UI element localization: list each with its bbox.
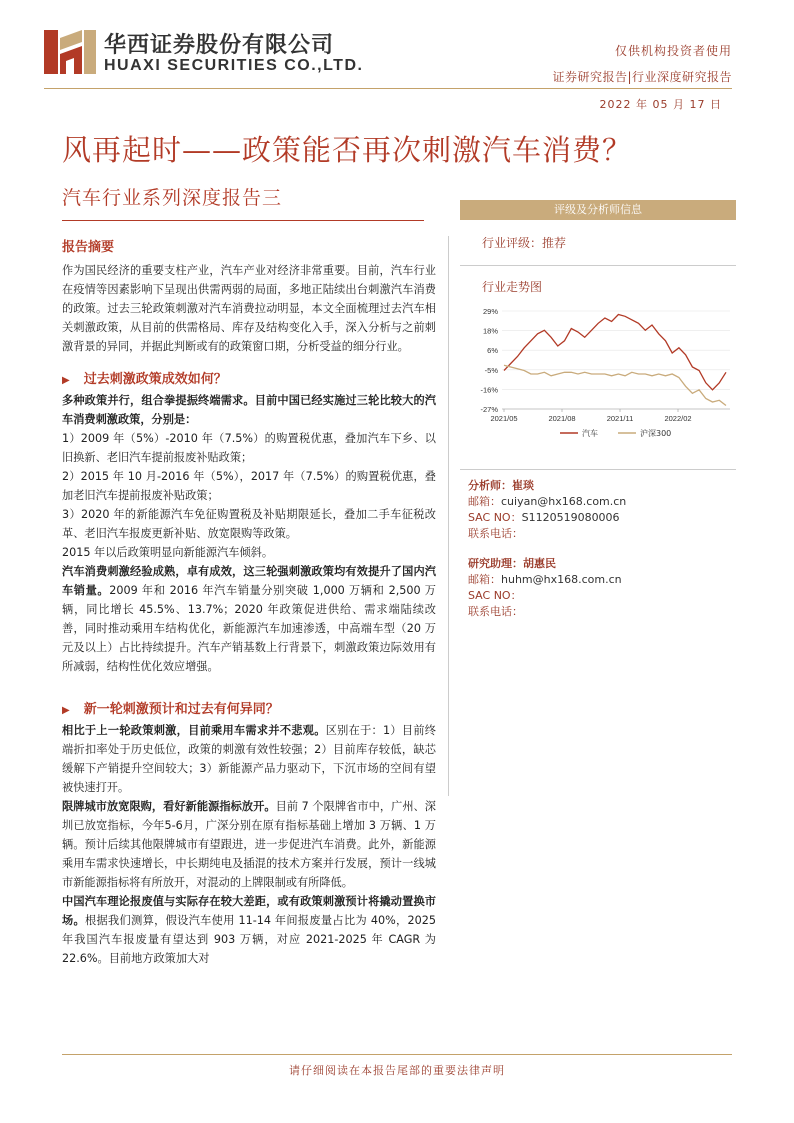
- section2-p1-text: 区别在于：1）目前终端折扣率处于历史低位，政策的刺激有效性较强；2）目前库存较低，缺芯缓解下产销提升空间较大；3）新能源产品力驱动下，下沉市场的空间有望被快速打开。: [62, 724, 436, 794]
- series-line-沪深300: [504, 365, 726, 405]
- header-divider: [44, 88, 732, 89]
- footer-divider: [62, 1054, 732, 1055]
- analyst-2-email[interactable]: huhm@hx168.com.cn: [501, 573, 622, 586]
- section1-p2-text: 2009 年和 2016 年汽车销量分别突破 1,000 万辆和 2,500 万辆，同比增长 45.5%、13.7%；2020 年政策促进供给、需求端陆续改善，同时推动乘用车结构优化，新能源汽车加速渗透，中高端车型（20 万元及以上）占比持续提升。汽车产销基数上行背景下，刺激政策边际效用有所减弱，结构性优化效应增强。: [62, 584, 436, 673]
- section1-para2: [62, 562, 436, 676]
- analyst-2-sac: SAC NO：: [468, 589, 522, 602]
- legend-label: 沪深300: [640, 429, 672, 438]
- analyst-info: [460, 469, 736, 620]
- analyst-1-email-row: [468, 494, 736, 510]
- x-tick-label: 2021/08: [548, 414, 576, 423]
- y-tick-label: -5%: [484, 365, 498, 375]
- analyst-1-sac-row: [468, 510, 736, 526]
- analyst-1-email[interactable]: cuiyan@hx168.com.cn: [501, 495, 627, 508]
- analyst-1: [468, 478, 736, 542]
- section2-p1-bold: 相比于上一轮政策刺激，目前乘用车需求并不悲观。: [62, 724, 326, 737]
- analyst-2-phone: 联系电话：: [468, 605, 523, 618]
- report-subtitle: 汽车行业系列深度报告三: [62, 187, 283, 209]
- section1-item-4: 2015 年以后政策明显向新能源汽车倾斜。: [62, 546, 274, 559]
- y-tick-label: 29%: [482, 307, 498, 316]
- sidebar-divider: [460, 265, 736, 266]
- industry-rating: 行业评级：推荐: [482, 236, 567, 250]
- sidebar: [460, 200, 736, 620]
- section2-p3-text: 根据我们测算，假设汽车使用 11-14 年间报废量占比为 40%，2025 年我国汽车报废量有望达到 903 万辆，对应 2021-2025 年 CAGR 为 22.6%。目前地方政策加大对: [62, 914, 436, 965]
- sac-key: SAC NO：: [468, 511, 522, 524]
- x-tick-label: 2021/05: [490, 414, 518, 423]
- section2-para2: [62, 797, 436, 892]
- analyst-1-name: 分析师：崔琰: [468, 479, 534, 492]
- company-logo: [44, 28, 96, 76]
- section2-p2-text: 目前 7 个限牌省市中，广州、深圳已放宽指标，今年5-6月，广深分别在原有指标基础上增加 3 万辆、1 万辆。预计后续其他限牌城市有望跟进，进一步促进汽车消费。此外，新能源乘用车需求快速增长，中长期纯电及插混的技术方案并行发展，预计一线城市新能源指标将有所放开，对混动的上牌限制或有所降低。: [62, 800, 436, 889]
- column-divider: [448, 236, 449, 796]
- legend-label: 汽车: [582, 429, 598, 438]
- report-date: 2022 年 05 月 17 日: [599, 98, 722, 111]
- section1-p1-bold: 多种政策并行，组合拳提振终端需求。目前中国已经实施过三轮比较大的汽车消费刺激政策，分别是：: [62, 394, 436, 426]
- x-tick-label: 2022/02: [664, 414, 692, 423]
- company-name-cn: 华西证券股份有限公司: [104, 32, 335, 58]
- section2-p3-bold: 中国汽车理论报废值与实际存在较大差距，或有政策刺激预计将撬动置换市场。: [62, 895, 436, 927]
- legal-notice[interactable]: 请仔细阅读在本报告尾部的重要法律声明: [289, 1064, 505, 1077]
- main-content: [62, 236, 436, 968]
- series-line-汽车: [504, 315, 726, 390]
- report-title: 风再起时——政策能否再次刺激汽车消费？: [62, 133, 633, 167]
- section1-item-1: 1）2009 年（5%）-2010 年（7.5%）的购置税优惠，叠加汽车下乡、以旧换新、老旧汽车提前报废补贴政策；: [62, 432, 436, 464]
- audience-note: 仅供机构投资者使用: [614, 44, 732, 58]
- analyst-2-email-row: [468, 572, 736, 588]
- rating-bar: 评级及分析师信息: [460, 200, 736, 220]
- trend-title: 行业走势图: [482, 280, 543, 294]
- y-tick-label: 6%: [487, 346, 498, 356]
- report-category: 证券研究报告|行业深度研究报告: [552, 70, 732, 84]
- email-key: 邮箱：: [468, 495, 501, 508]
- analyst-1-sac: S1120519080006: [521, 511, 620, 524]
- section2-p2-bold: 限牌城市放宽限购，看好新能源指标放开。: [62, 800, 276, 813]
- section1-p2-bold: 汽车消费刺激经验成熟，卓有成效，这三轮强刺激政策均有效提升了国内汽车销量。: [62, 565, 436, 597]
- section1-item-2: 2）2015 年 10 月-2016 年（5%），2017 年（7.5%）的购置税优惠，叠加老旧汽车提前报废补贴政策；: [62, 470, 436, 502]
- section2-heading-text: 新一轮刺激预计和过去有何异同？: [83, 702, 279, 717]
- section2-para1: [62, 721, 436, 797]
- section1-item-3: 3）2020 年的新能源汽车免征购置税及补贴期限延长，叠加二手车征税改革、老旧汽车报废更新补贴、放宽限购等政策。: [62, 508, 436, 540]
- subtitle-divider: [62, 220, 424, 221]
- analyst-2-name: 研究助理：胡惠民: [468, 557, 556, 570]
- email-key: 邮箱：: [468, 573, 501, 586]
- y-tick-label: 18%: [482, 326, 498, 336]
- summary-heading: 报告摘要: [62, 240, 115, 255]
- company-name-en: HUAXI SECURITIES CO.,LTD.: [104, 57, 364, 74]
- analyst-1-phone: 联系电话：: [468, 527, 523, 540]
- triangle-bullet-icon: ▶: [62, 705, 70, 716]
- summary-intro: 作为国民经济的重要支柱产业，汽车产业对经济非常重要。目前，汽车行业在疫情等因素影响下呈现出供需两弱的局面，多地正陆续出台刺激汽车消费的政策。过去三轮政策刺激对汽车消费拉动明显，本文全面梳理过去汽车相关刺激政策，从目前的供需格局、库存及结构变化入手，深入分析与之前刺激背景的异同，并据此判断或有的政策窗口期，分析受益的细分行业。: [62, 264, 436, 353]
- section2-para3: [62, 892, 436, 968]
- section2-heading: [62, 698, 436, 717]
- analyst-2: [468, 556, 736, 620]
- section1-heading-text: 过去刺激政策成效如何？: [83, 372, 227, 387]
- triangle-bullet-icon: ▶: [62, 375, 70, 386]
- y-tick-label: -16%: [480, 385, 498, 395]
- y-tick-label: -27%: [480, 405, 498, 414]
- trend-chart: [468, 303, 736, 453]
- section1-heading: [62, 368, 436, 387]
- section1-para1: [62, 391, 436, 429]
- x-tick-label: 2021/11: [606, 414, 634, 423]
